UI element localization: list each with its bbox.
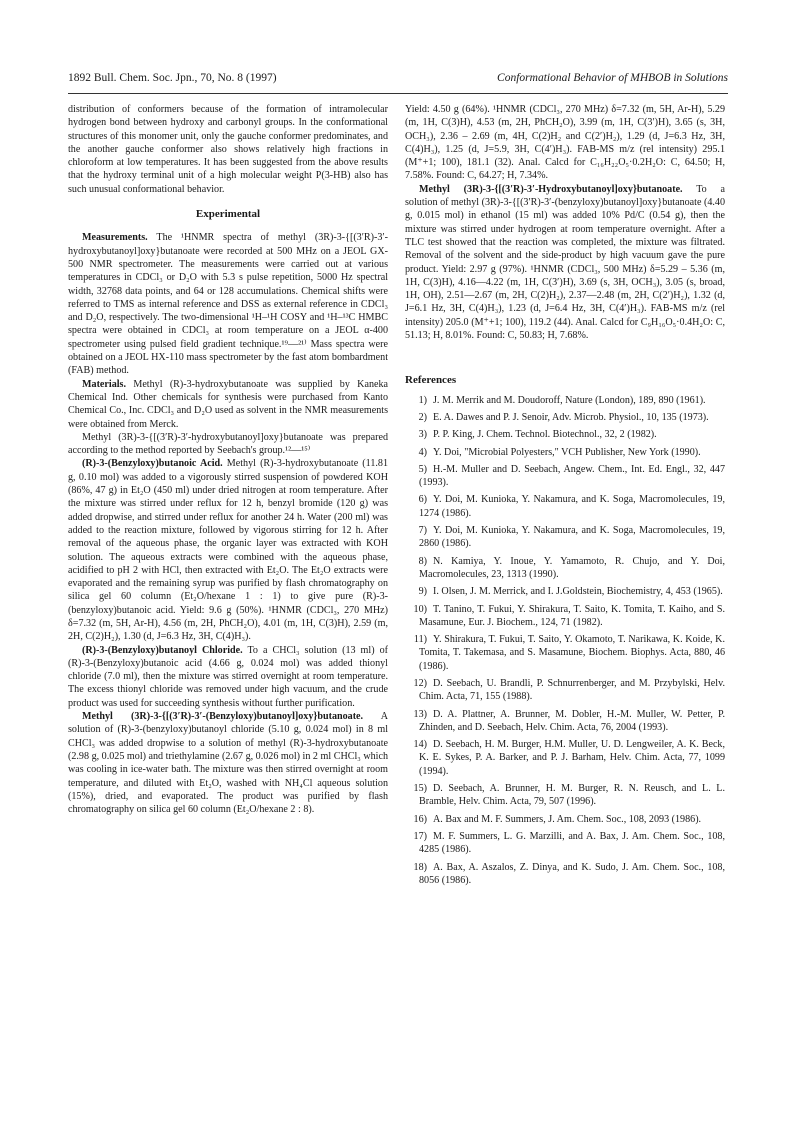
reference-item bbox=[405, 677, 725, 704]
reference-text: P. P. King, J. Chem. Technol. Biotechnol., 32, 2 (1982). bbox=[433, 429, 657, 441]
hydroxy-text: To a solution of methyl (3R)-3-{[(3′R)-3′-(benzyloxy)butanoyl]oxy}butanoate (4.40 g, 0.015 mol) in ethanol (15 ml) was added 10% Pd/C (0.54 g), then the mixture was stirred under hydrogen at room temperature overnight. After a TLC test showed that the reaction was completed, the mixture was filtrated. Removal of the solvent and the side-product by high vacuum gave the pure product. Yield: 2.97 g (97%). ¹HNMR (CDCl₃, 500 MHz) δ=5.29 – 5.36 (m, 1H, C(3)H), 4.16—4.22 (m, 1H, C(3′)H), 3.69 (s, 3H, OCH₃), 3.05 (s, broad, 1H, OH), 2.51—2.67 (m, 2H, C(2)H₂), 2.37—2.48 (m, 2H, C(2′)H₂), 1.32 (d, J=6.1 Hz, 3H, C(4)H₃), 1.23 (d, J=6.4 Hz, 3H, C(4′)H₃). FAB-MS m/z (rel intensity) 205.0 (M⁺+1; 100), 119.2 (44). Anal. Calcd for C₉H₁₆O₅·0.4H₂O: C, 51.13; H, 8.01%. Found: C, 50.83; H, 7.68%. bbox=[405, 183, 726, 342]
reference-number: 5) bbox=[418, 463, 427, 475]
running-head-journal: 1892 Bull. Chem. Soc. Jpn., 70, No. 8 (1997) bbox=[68, 72, 277, 84]
methyl-prep-paragraph: Methyl (3R)-3-{[(3′R)-3′-hydroxybutanoyl]oxy}butanoate was prepared according to the method reported by Seebach's group.¹²—¹⁵⁾ bbox=[68, 431, 388, 457]
benzyloxy-acid-heading: (R)-3-(Benzyloxy)butanoic Acid. bbox=[82, 458, 223, 470]
chloride-text: To a CHCl₃ solution (13 ml) of (R)-3-(Benzyloxy)butanoic acid (4.66 g, 0.024 mol) was added thionyl chloride (7.0 ml), then the mixture was stirred overnight at room temperature. The excess thionyl chloride was removed under high vacuum, and the crude product was used for succeeding synthesis without further purification. bbox=[68, 644, 388, 709]
reference-number: 1) bbox=[418, 394, 427, 406]
reference-item bbox=[405, 603, 725, 630]
reference-number: 6) bbox=[418, 494, 427, 506]
reference-text: T. Tanino, T. Fukui, Y. Shirakura, T. Saito, K. Tomita, T. Kaiho, and S. Masamune, Eur. J. Biochem., 124, 71 (1982). bbox=[419, 603, 725, 628]
ester-paragraph bbox=[68, 710, 388, 816]
reference-number: 17) bbox=[413, 830, 427, 842]
reference-text: I. Olsen, J. M. Merrick, and I. J.Goldstein, Biochemistry, 4, 453 (1965). bbox=[433, 586, 723, 598]
header-rule bbox=[68, 93, 728, 94]
yield-paragraph: Yield: 4.50 g (64%). ¹HNMR (CDCl₃, 270 MHz) δ=7.32 (m, 5H, Ar-H), 5.29 (m, 1H, C(3)H), 4.53 (m, 2H, PhCH₂O), 3.99 (m, 1H, C(3′)H), 3.65 (s, 3H, OCH₃), 2.36 – 2.69 (m, 4H, C(2)H₂ and C(2′)H₂), 1.29 (d, J=6.3 Hz, 3H, C(4)H₃), 1.25 (d, J=5.9, 3H, C(4′)H₃). FAB-MS m/z (rel intensity) 295.1 (M⁺+1; 100), 181.1 (32). Anal. Calcd for C₁₆H₂₂O₅·0.2H₂O: C, 64.50; H, 7.58%. Found: C, 64.27; H, 7.34%. bbox=[405, 104, 725, 182]
reference-number: 18) bbox=[413, 861, 427, 873]
reference-number: 3) bbox=[418, 429, 427, 441]
reference-text: D. Seebach, U. Brandli, P. Schnurrenberger, and M. Przybylski, Helv. Chim. Acta, 71, 155 (1988). bbox=[419, 677, 725, 703]
reference-item bbox=[405, 394, 725, 407]
reference-text: A. Bax and M. F. Summers, J. Am. Chem. Soc., 108, 2093 (1986). bbox=[433, 813, 702, 825]
reference-number: 16) bbox=[413, 813, 427, 825]
reference-number: 11) bbox=[413, 634, 427, 646]
reference-number: 8) bbox=[418, 555, 427, 567]
ester-text: A solution of (R)-3-(benzyloxy)butanoyl chloride (5.10 g, 0.024 mol) in 8 ml CHCl₃ was added dropwise to a solution of methyl (R)-3-hydroxybutanoate (2.98 g, 0.025 mol) and triethylamine (2.67 g, 0.026 mol) in 2 ml CHCl₃ which was cooling in ice-water bath. The mixture was then stirred overnight at room temperature, and diluted with Et₂O, washed with NH₄Cl aqueous solution (15%), dried, and evaporated. The product was purified by flash chromatography on silica gel 60 column (Et₂O/hexane 2 : 8). bbox=[68, 711, 388, 816]
left-column bbox=[68, 103, 388, 816]
intro-paragraph: distribution of conformers because of the formation of intramolecular hydrogen bond between hydroxy and carbonyl groups. In the conformational structures of this monomer unit, only the gauche conformer predominates, and the another gauche conformer also shows relatively high fractions in chloroform at low temperatures. It has been suggested from the above results that the hydroxy terminal unit of a high molecular weight P(3-HB) also has such unusual conformational behavior. bbox=[68, 104, 388, 195]
reference-number: 15) bbox=[413, 783, 427, 795]
reference-item bbox=[405, 738, 725, 778]
materials-paragraph bbox=[68, 378, 388, 431]
reference-text: A. Bax, A. Aszalos, Z. Dinya, and K. Sudo, J. Am. Chem. Soc., 108, 8056 (1986). bbox=[419, 861, 725, 886]
reference-number: 14) bbox=[413, 739, 427, 751]
reference-item bbox=[405, 585, 725, 598]
reference-text: Y. Doi, M. Kunioka, Y. Nakamura, and K. Soga, Macromolecules, 19, 2860 (1986). bbox=[419, 525, 725, 550]
reference-text: D. Seebach, A. Brunner, H. M. Burger, R. N. Reusch, and L. L. Bramble, Helv. Chim. Acta, 79, 507 (1996). bbox=[419, 783, 725, 808]
reference-text: Y. Shirakura, T. Fukui, T. Saito, Y. Okamoto, T. Narikawa, K. Koide, K. Tomita, T. Takemasa, and S. Masamune, Biochem. Biophys. Acta, 880, 46 (1986). bbox=[419, 634, 725, 672]
measurements-paragraph bbox=[68, 231, 388, 377]
page-header bbox=[68, 72, 728, 88]
reference-text: H.-M. Muller and D. Seebach, Angew. Chem., Int. Ed. Engl., 32, 447 (1993). bbox=[419, 463, 725, 489]
reference-item bbox=[405, 708, 725, 735]
reference-item bbox=[405, 463, 725, 490]
reference-number: 2) bbox=[418, 411, 427, 423]
reference-item bbox=[405, 861, 725, 888]
reference-number: 7) bbox=[418, 525, 427, 537]
reference-item bbox=[405, 446, 725, 459]
right-column bbox=[405, 103, 725, 891]
reference-item bbox=[405, 428, 725, 441]
spacer bbox=[405, 342, 725, 360]
section-title-experimental: Experimental bbox=[195, 208, 261, 221]
reference-text: J. M. Merrik and M. Doudoroff, Nature (London), 189, 890 (1961). bbox=[433, 394, 706, 406]
materials-text: Methyl (R)-3-hydroxybutanoate was supplied by Kaneka Chemical Ind. Other chemicals for synthesis were purchased from Kanto Chemical Co., Inc. CDCl₃ and D₂O used as solvent in the NMR measurements were obtained from Merck. bbox=[68, 378, 388, 430]
references-list bbox=[405, 394, 725, 888]
materials-heading: Materials. bbox=[82, 378, 127, 390]
measurements-heading: Measurements. bbox=[82, 232, 148, 244]
reference-number: 12) bbox=[413, 677, 427, 689]
reference-item bbox=[405, 830, 725, 857]
reference-item bbox=[405, 524, 725, 551]
hydroxy-heading: Methyl (3R)-3-{[(3′R)-3′-Hydroxybutanoyl]oxy}butanoate. bbox=[419, 183, 683, 195]
chloride-paragraph bbox=[68, 644, 388, 710]
reference-item bbox=[405, 633, 725, 673]
reference-item bbox=[405, 411, 725, 424]
chloride-heading: (R)-3-(Benzyloxy)butanoyl Chloride. bbox=[82, 644, 243, 656]
references-title: References bbox=[405, 374, 457, 387]
reference-text: D. Seebach, H. M. Burger, H.M. Muller, U. D. Lengweiler, A. K. Beck, K. E. Sykes, P. A. Barker, and P. J. Barham, Helv. Chim. Acta, 77, 1099 (1994). bbox=[419, 739, 725, 777]
measurements-text: The ¹HNMR spectra of methyl (3R)-3-{[(3′R)-3′-hydroxybutanoyl]oxy}butanoate were recorded at 500 MHz on a JEOL GX-500 NMR spectrometer. The measurements were carried out at various temperatures in CDCl₃ or D₂O with 5.3 s pulse repetition, 5000 Hz spectral width, 32768 data points, and 64 or 128 accumulations. Chemical shifts were referred to TMS as internal reference and DSS as external reference in CDCl₃ and D₂O, respectively. The two-dimensional ¹H–¹H COSY and ¹H–¹³C HMBC spectra were obtained in CDCl₃ at room temperature on a JEOL α-400 spectrometer using pulsed field gradient technique.¹⁹—²¹⁾ Mass spectra were obtained on a JEOL HX-110 mass spectrometer by the fast atom bombardment (FAB) method. bbox=[68, 232, 389, 377]
benzyloxy-acid-paragraph bbox=[68, 457, 388, 643]
reference-number: 9) bbox=[418, 586, 427, 598]
ester-heading: Methyl (3R)-3-{[(3′R)-3′-(Benzyloxy)butanoyl]oxy}butanoate. bbox=[82, 711, 364, 723]
reference-number: 13) bbox=[413, 708, 427, 720]
reference-text: Y. Doi, M. Kunioka, Y. Nakamura, and K. Soga, Macromolecules, 19, 1274 (1986). bbox=[419, 494, 725, 519]
reference-item bbox=[405, 813, 725, 826]
reference-item bbox=[405, 493, 725, 520]
reference-number: 4) bbox=[418, 446, 427, 458]
reference-text: D. A. Plattner, A. Brunner, M. Dobler, H.-M. Muller, W. Petter, P. Zhinden, and D. Seebach, Helv. Chim. Acta, 76, 2004 (1993). bbox=[419, 708, 725, 733]
hydroxy-paragraph bbox=[405, 183, 725, 343]
reference-item bbox=[405, 555, 725, 582]
reference-text: M. F. Summers, L. G. Marzilli, and A. Bax, J. Am. Chem. Soc., 108, 4285 (1986). bbox=[419, 830, 725, 856]
reference-number: 10) bbox=[413, 603, 427, 615]
reference-text: E. A. Dawes and P. J. Senoir, Adv. Microb. Physiol., 10, 135 (1973). bbox=[433, 411, 709, 423]
reference-item bbox=[405, 782, 725, 809]
benzyloxy-acid-text: Methyl (R)-3-hydroxybutanoate (11.81 g, 0.10 mol) was added to a vigorously stirred suspension of powdered KOH (86%, 47 g) in Et₂O (450 ml) under dried nitrogen at room temperature. After the mixture was stirred under reflux for 12 h, benzyl bromide (120 g) was added dropwise, and stirred under reflux for another 24 h. Water (200 ml) was added to the reaction mixture, followed by vigorous stirring for 12 h. After removal of the aqueous phase, the organic layer was extracted with KOH solution. The aqueous extracts were combined with the aqueous phase, acidified to pH 2 with HCl, then extracted with Et₂O. The Et₂O extracts were evaporated and the remaining syrup was purified by flash chromatography on silica gel 60 column (Et₂O/hexane 1 : 1) to give pure (R)-3-(benzyloxy)butanoic acid. Yield: 9.6 g (50%). ¹HNMR (CDCl₃, 270 MHz) δ=7.32 (m, 5H, Ar-H), 4.56 (m, 2H, PhCH₂O), 4.01 (m, 1H, C(3)H), 2.59 (m, 2H, C(2)H₂), 1.30 (d, J=6.3 Hz, 3H, C(4)H₃). bbox=[68, 458, 388, 643]
running-head-title: Conformational Behavior of MHBOB in Solutions bbox=[497, 72, 728, 84]
reference-text: Y. Doi, "Microbial Polyesters," VCH Publisher, New York (1990). bbox=[433, 446, 701, 458]
reference-text: N. Kamiya, Y. Inoue, Y. Yamamoto, R. Chujo, and Y. Doi, Macromolecules, 23, 1313 (1990). bbox=[419, 555, 725, 580]
